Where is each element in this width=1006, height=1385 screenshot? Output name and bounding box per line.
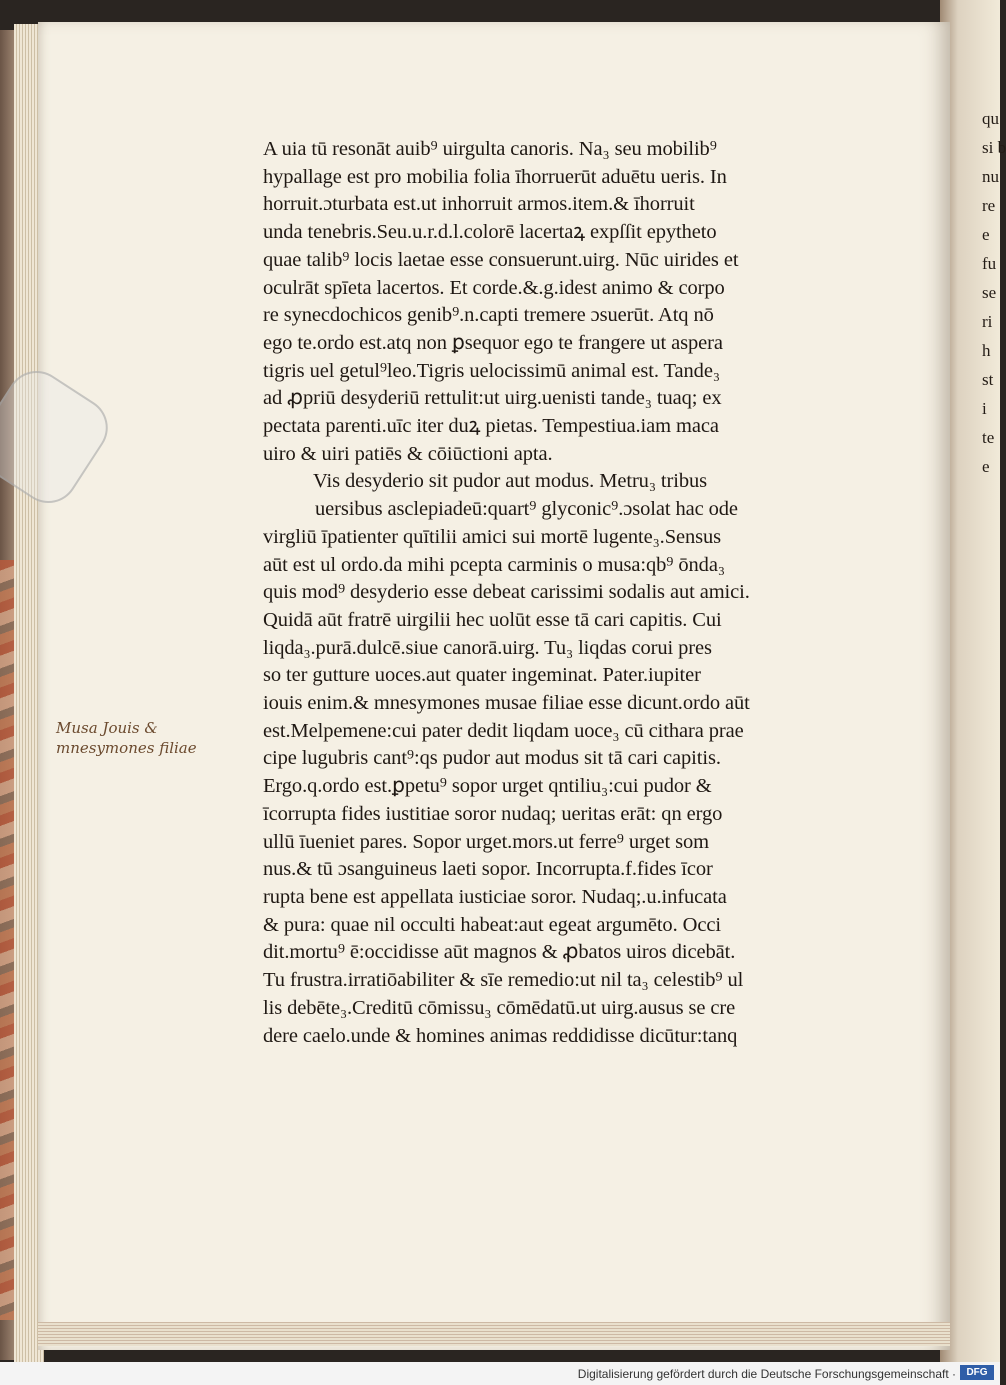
- text-line: Tu frustra.irratiōabiliter & sīe remedio:ut nil ta₃ celestib⁹ ul: [263, 969, 744, 992]
- text-line: rupta bene est appellata iusticiae soror. Nudaq;.u.infucata: [263, 885, 727, 908]
- facing-page-fragment: si b: [982, 138, 1006, 157]
- text-line: lis debēte₃.Creditū cōmissu₃ cōmēdatū.ut uirg.ausus se cre: [263, 996, 736, 1019]
- footer-credit: Digitalisierung gefördert durch die Deutsche Forschungsgemeinschaft ·: [577, 1367, 956, 1381]
- text-line: nus.& tū ɔsanguineus laeti sopor. Incorrupta.f.fides īcor: [263, 858, 713, 881]
- text-line: liqda₃.purā.dulcē.siue canorā.uirg. Tu₃ liqdas corui pres: [263, 636, 712, 659]
- text-line: dit.mortu⁹ ē:occidisse aūt magnos & ꝓbatos uiros dicebāt.: [263, 941, 736, 964]
- text-line: Quidā aūt fratrē uirgilii hec uolūt esse tā cari capitis. Cui: [263, 608, 722, 631]
- text-line: ego te.ordo est.atq non ꝑsequor ego te frangere ut aspera: [263, 331, 723, 354]
- text-line: iouis enim.& mnesymones musae filiae esse dicunt.ordo aūt: [263, 692, 750, 715]
- text-line: unda tenebris.Seu.u.r.d.l.colorē lacertaꝝ expſſit epytheto: [263, 221, 717, 244]
- facing-page-fragment: qu: [982, 109, 999, 128]
- facing-page-fragment: nu: [982, 167, 999, 186]
- text-line: īcorrupta fides iustitiae soror nudaq; ueritas erāt: qn ergo: [263, 802, 723, 825]
- facing-page-text: [982, 104, 1006, 481]
- text-line: quae talib⁹ locis laetae esse consuerunt.uirg. Nūc uirides et: [263, 248, 739, 271]
- text-line: quis mod⁹ desyderio esse debeat carissimi sodalis aut amici.: [263, 581, 750, 604]
- facing-page-fragment: h: [982, 341, 991, 360]
- facing-page-fragment: e: [982, 457, 990, 476]
- facing-page-fragment: e: [982, 225, 990, 244]
- text-line: A uia tū resonāt auib⁹ uirgulta canoris. Na₃ seu mobilib⁹: [263, 138, 717, 160]
- footer-bar: [0, 1362, 1000, 1385]
- facing-page-fragment: re: [982, 196, 996, 215]
- marginal-note-line-2: mnesymones filiae: [56, 739, 197, 757]
- text-line: virgliū īpatienter quītilii amici sui mortē lugente₃.Sensus: [263, 525, 722, 548]
- facing-page-fragment: te: [982, 428, 995, 447]
- text-line: aūt est ul ordo.da mihi pcepta carminis o musa:qb⁹ ōnda₃: [263, 553, 725, 576]
- main-text-block: [263, 136, 843, 1050]
- facing-page-fragment: ri: [982, 312, 993, 331]
- facing-page-fragment: st: [982, 370, 994, 389]
- facing-page-fragment: se: [982, 283, 997, 302]
- text-line: & pura: quae nil occulti habeat:aut egeat argumēto. Occi: [263, 913, 721, 936]
- text-line: hypallage est pro mobilia folia īhorruerūt aduētu ueris. In: [263, 165, 727, 188]
- text-line: dere caelo.unde & homines animas reddidisse dicūtur:tanq: [263, 1024, 738, 1047]
- text-line: ad ꝓpriū desyderiū rettulit:ut uirg.uenisti tande₃ tuaq; ex: [263, 387, 722, 410]
- text-line: tigris uel getul⁹leo.Tigris uelocissimū animal est. Tande₃: [263, 359, 720, 382]
- text-line: re synecdochicos genib⁹.n.capti tremere ɔsuerūt. Atq nō: [263, 304, 714, 327]
- handwritten-marginal-note: [56, 718, 246, 758]
- text-line: so ter gutture uoces.aut quater ingeminat. Pater.iupiter: [263, 664, 701, 687]
- text-line: ullū īueniet pares. Sopor urget.mors.ut ferre⁹ urget som: [263, 830, 710, 853]
- page-bottom-edges: [38, 1322, 950, 1346]
- dfg-logo: DFG: [960, 1365, 994, 1380]
- text-line: cipe lugubris cant⁹:qs pudor aut modus sit tā cari capitis.: [263, 747, 721, 770]
- facing-page-fragment: fu: [982, 254, 997, 273]
- text-line: uersibus asclepiadeū:quart⁹ glyconic⁹.ɔsolat hac ode: [315, 498, 738, 521]
- text-line: uiro & uiri patiēs & cōiūctioni apta.: [263, 442, 553, 465]
- facing-page-fragment: i: [982, 399, 987, 418]
- text-line: oculrāt spīeta lacertos. Et corde.&.g.idest animo & corpo: [263, 276, 725, 299]
- text-line: Ergo.q.ordo est.ꝑpetu⁹ sopor urget qntiliu₃:cui pudor &: [263, 775, 712, 798]
- text-line: pectata parenti.uīc iter duꝝ pietas. Tempestiua.iam maca: [263, 415, 719, 438]
- text-line: horruit.ɔturbata est.ut inhorruit armos.item.& īhorruit: [263, 193, 695, 216]
- text-line: Vis desyderio sit pudor aut modus. Metru₃ tribus: [313, 470, 707, 493]
- text-line: est.Melpemene:cui pater dedit liqdam uoce₃ cū cithara prae: [263, 719, 744, 742]
- marginal-note-line-1: Musa Jouis &: [56, 719, 158, 737]
